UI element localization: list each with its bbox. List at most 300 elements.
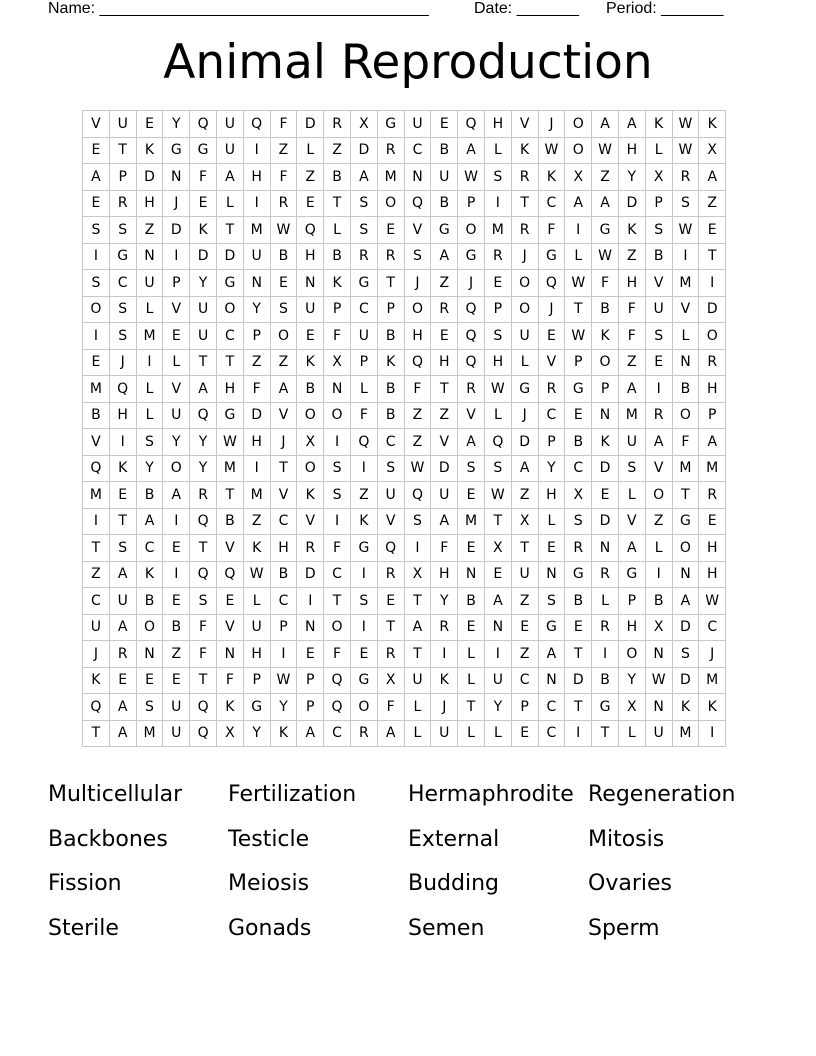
grid-letter-cell[interactable]: A: [216, 164, 243, 191]
grid-letter-cell[interactable]: A: [431, 243, 458, 270]
grid-letter-cell[interactable]: H: [404, 323, 431, 350]
grid-letter-cell[interactable]: T: [458, 694, 485, 721]
grid-letter-cell[interactable]: Y: [163, 429, 190, 456]
grid-letter-cell[interactable]: U: [243, 243, 270, 270]
grid-letter-cell[interactable]: Y: [431, 588, 458, 615]
grid-letter-cell[interactable]: U: [83, 614, 110, 641]
grid-letter-cell[interactable]: Z: [431, 270, 458, 297]
grid-letter-cell[interactable]: A: [109, 720, 136, 747]
grid-letter-cell[interactable]: N: [297, 614, 324, 641]
grid-letter-cell[interactable]: O: [297, 455, 324, 482]
grid-letter-cell[interactable]: I: [645, 376, 672, 403]
grid-letter-cell[interactable]: Y: [243, 296, 270, 323]
grid-letter-cell[interactable]: C: [270, 588, 297, 615]
grid-letter-cell[interactable]: A: [109, 561, 136, 588]
grid-letter-cell[interactable]: C: [538, 190, 565, 217]
grid-letter-cell[interactable]: I: [163, 508, 190, 535]
grid-letter-cell[interactable]: K: [538, 164, 565, 191]
grid-letter-cell[interactable]: F: [190, 164, 217, 191]
grid-letter-cell[interactable]: Z: [136, 217, 163, 244]
grid-letter-cell[interactable]: C: [699, 614, 726, 641]
grid-letter-cell[interactable]: K: [136, 561, 163, 588]
grid-letter-cell[interactable]: S: [538, 588, 565, 615]
grid-letter-cell[interactable]: K: [672, 694, 699, 721]
grid-letter-cell[interactable]: Y: [538, 455, 565, 482]
grid-letter-cell[interactable]: G: [216, 402, 243, 429]
grid-letter-cell[interactable]: G: [592, 217, 619, 244]
grid-letter-cell[interactable]: E: [538, 535, 565, 562]
grid-letter-cell[interactable]: W: [484, 482, 511, 509]
grid-letter-cell[interactable]: K: [297, 482, 324, 509]
grid-letter-cell[interactable]: R: [699, 482, 726, 509]
grid-letter-cell[interactable]: I: [350, 455, 377, 482]
grid-letter-cell[interactable]: W: [484, 376, 511, 403]
grid-letter-cell[interactable]: K: [270, 720, 297, 747]
grid-letter-cell[interactable]: Q: [190, 402, 217, 429]
grid-letter-cell[interactable]: U: [216, 111, 243, 138]
grid-letter-cell[interactable]: A: [699, 164, 726, 191]
grid-letter-cell[interactable]: M: [618, 402, 645, 429]
grid-letter-cell[interactable]: A: [592, 190, 619, 217]
grid-letter-cell[interactable]: G: [350, 667, 377, 694]
grid-letter-cell[interactable]: L: [672, 323, 699, 350]
grid-letter-cell[interactable]: R: [350, 720, 377, 747]
grid-letter-cell[interactable]: E: [565, 402, 592, 429]
grid-letter-cell[interactable]: J: [431, 694, 458, 721]
grid-letter-cell[interactable]: G: [350, 535, 377, 562]
grid-letter-cell[interactable]: G: [565, 376, 592, 403]
grid-letter-cell[interactable]: S: [350, 588, 377, 615]
grid-letter-cell[interactable]: A: [190, 376, 217, 403]
grid-letter-cell[interactable]: W: [672, 217, 699, 244]
grid-letter-cell[interactable]: G: [243, 694, 270, 721]
grid-letter-cell[interactable]: E: [350, 641, 377, 668]
grid-letter-cell[interactable]: T: [511, 190, 538, 217]
grid-letter-cell[interactable]: O: [645, 482, 672, 509]
grid-letter-cell[interactable]: C: [136, 535, 163, 562]
grid-letter-cell[interactable]: U: [404, 667, 431, 694]
grid-letter-cell[interactable]: S: [458, 455, 485, 482]
grid-letter-cell[interactable]: I: [324, 429, 351, 456]
grid-letter-cell[interactable]: E: [484, 270, 511, 297]
grid-letter-cell[interactable]: R: [565, 535, 592, 562]
grid-letter-cell[interactable]: I: [270, 641, 297, 668]
grid-letter-cell[interactable]: P: [163, 270, 190, 297]
grid-letter-cell[interactable]: L: [458, 720, 485, 747]
grid-letter-cell[interactable]: B: [672, 376, 699, 403]
grid-letter-cell[interactable]: M: [458, 508, 485, 535]
grid-letter-cell[interactable]: A: [297, 720, 324, 747]
grid-letter-cell[interactable]: B: [431, 190, 458, 217]
grid-letter-cell[interactable]: C: [377, 429, 404, 456]
grid-letter-cell[interactable]: T: [190, 349, 217, 376]
grid-letter-cell[interactable]: V: [538, 349, 565, 376]
grid-letter-cell[interactable]: I: [672, 243, 699, 270]
grid-letter-cell[interactable]: Z: [350, 482, 377, 509]
grid-letter-cell[interactable]: J: [83, 641, 110, 668]
grid-letter-cell[interactable]: G: [672, 508, 699, 535]
grid-letter-cell[interactable]: O: [565, 137, 592, 164]
grid-letter-cell[interactable]: I: [484, 190, 511, 217]
grid-letter-cell[interactable]: M: [672, 455, 699, 482]
grid-letter-cell[interactable]: J: [163, 190, 190, 217]
grid-letter-cell[interactable]: I: [324, 508, 351, 535]
grid-letter-cell[interactable]: T: [109, 137, 136, 164]
grid-letter-cell[interactable]: O: [83, 296, 110, 323]
grid-letter-cell[interactable]: W: [672, 137, 699, 164]
grid-letter-cell[interactable]: J: [109, 349, 136, 376]
grid-letter-cell[interactable]: B: [270, 243, 297, 270]
grid-letter-cell[interactable]: F: [404, 376, 431, 403]
grid-letter-cell[interactable]: D: [565, 667, 592, 694]
grid-letter-cell[interactable]: B: [324, 164, 351, 191]
grid-letter-cell[interactable]: Z: [618, 349, 645, 376]
grid-letter-cell[interactable]: T: [377, 614, 404, 641]
grid-letter-cell[interactable]: U: [136, 270, 163, 297]
grid-letter-cell[interactable]: X: [565, 482, 592, 509]
grid-letter-cell[interactable]: S: [270, 296, 297, 323]
grid-letter-cell[interactable]: M: [136, 323, 163, 350]
grid-letter-cell[interactable]: G: [377, 111, 404, 138]
grid-letter-cell[interactable]: O: [216, 296, 243, 323]
grid-letter-cell[interactable]: A: [538, 641, 565, 668]
grid-letter-cell[interactable]: H: [484, 349, 511, 376]
grid-letter-cell[interactable]: I: [163, 243, 190, 270]
grid-letter-cell[interactable]: P: [645, 190, 672, 217]
grid-letter-cell[interactable]: E: [216, 588, 243, 615]
grid-letter-cell[interactable]: R: [109, 190, 136, 217]
grid-letter-cell[interactable]: U: [297, 296, 324, 323]
grid-letter-cell[interactable]: A: [672, 588, 699, 615]
grid-letter-cell[interactable]: H: [431, 561, 458, 588]
grid-letter-cell[interactable]: P: [484, 296, 511, 323]
grid-letter-cell[interactable]: T: [83, 720, 110, 747]
grid-letter-cell[interactable]: I: [404, 535, 431, 562]
grid-letter-cell[interactable]: Z: [404, 402, 431, 429]
grid-letter-cell[interactable]: T: [404, 641, 431, 668]
grid-letter-cell[interactable]: Q: [83, 455, 110, 482]
grid-letter-cell[interactable]: H: [699, 376, 726, 403]
grid-letter-cell[interactable]: K: [592, 429, 619, 456]
grid-letter-cell[interactable]: A: [592, 111, 619, 138]
grid-letter-cell[interactable]: W: [270, 667, 297, 694]
grid-letter-cell[interactable]: A: [431, 508, 458, 535]
grid-letter-cell[interactable]: W: [645, 667, 672, 694]
grid-letter-cell[interactable]: U: [216, 137, 243, 164]
grid-letter-cell[interactable]: T: [565, 641, 592, 668]
grid-letter-cell[interactable]: F: [270, 111, 297, 138]
grid-letter-cell[interactable]: R: [511, 217, 538, 244]
grid-letter-cell[interactable]: K: [243, 535, 270, 562]
grid-letter-cell[interactable]: S: [618, 455, 645, 482]
grid-letter-cell[interactable]: V: [216, 535, 243, 562]
grid-letter-cell[interactable]: J: [699, 641, 726, 668]
grid-letter-cell[interactable]: G: [618, 561, 645, 588]
grid-letter-cell[interactable]: H: [484, 111, 511, 138]
grid-letter-cell[interactable]: B: [377, 376, 404, 403]
grid-letter-cell[interactable]: Y: [190, 455, 217, 482]
grid-letter-cell[interactable]: Z: [243, 349, 270, 376]
grid-letter-cell[interactable]: E: [431, 323, 458, 350]
grid-letter-cell[interactable]: L: [484, 720, 511, 747]
grid-letter-cell[interactable]: M: [243, 482, 270, 509]
grid-letter-cell[interactable]: L: [645, 535, 672, 562]
grid-letter-cell[interactable]: A: [565, 190, 592, 217]
grid-letter-cell[interactable]: E: [458, 535, 485, 562]
grid-letter-cell[interactable]: U: [511, 323, 538, 350]
grid-letter-cell[interactable]: E: [538, 323, 565, 350]
grid-letter-cell[interactable]: Q: [538, 270, 565, 297]
grid-letter-cell[interactable]: V: [618, 508, 645, 535]
grid-letter-cell[interactable]: H: [270, 535, 297, 562]
grid-letter-cell[interactable]: E: [297, 323, 324, 350]
grid-letter-cell[interactable]: B: [592, 296, 619, 323]
grid-letter-cell[interactable]: G: [350, 270, 377, 297]
grid-letter-cell[interactable]: T: [109, 508, 136, 535]
grid-letter-cell[interactable]: R: [592, 614, 619, 641]
grid-letter-cell[interactable]: T: [431, 376, 458, 403]
grid-letter-cell[interactable]: K: [592, 323, 619, 350]
grid-letter-cell[interactable]: H: [243, 641, 270, 668]
grid-letter-cell[interactable]: S: [109, 296, 136, 323]
grid-letter-cell[interactable]: B: [431, 137, 458, 164]
grid-letter-cell[interactable]: R: [431, 614, 458, 641]
grid-letter-cell[interactable]: Q: [458, 111, 485, 138]
grid-letter-cell[interactable]: Q: [404, 349, 431, 376]
grid-letter-cell[interactable]: F: [431, 535, 458, 562]
grid-letter-cell[interactable]: B: [136, 588, 163, 615]
grid-letter-cell[interactable]: K: [190, 217, 217, 244]
grid-letter-cell[interactable]: D: [592, 508, 619, 535]
grid-letter-cell[interactable]: I: [645, 561, 672, 588]
grid-letter-cell[interactable]: J: [404, 270, 431, 297]
grid-letter-cell[interactable]: K: [83, 667, 110, 694]
grid-letter-cell[interactable]: Y: [270, 694, 297, 721]
grid-letter-cell[interactable]: I: [431, 641, 458, 668]
grid-letter-cell[interactable]: S: [109, 217, 136, 244]
grid-letter-cell[interactable]: V: [163, 376, 190, 403]
grid-letter-cell[interactable]: F: [377, 694, 404, 721]
grid-letter-cell[interactable]: R: [538, 376, 565, 403]
grid-letter-cell[interactable]: B: [565, 588, 592, 615]
grid-letter-cell[interactable]: U: [377, 482, 404, 509]
grid-letter-cell[interactable]: L: [216, 190, 243, 217]
grid-letter-cell[interactable]: I: [83, 243, 110, 270]
grid-letter-cell[interactable]: O: [163, 455, 190, 482]
grid-letter-cell[interactable]: G: [163, 137, 190, 164]
grid-letter-cell[interactable]: K: [511, 137, 538, 164]
grid-letter-cell[interactable]: M: [484, 217, 511, 244]
grid-letter-cell[interactable]: E: [645, 349, 672, 376]
period-field[interactable]: Period: _______: [606, 0, 724, 17]
grid-letter-cell[interactable]: N: [672, 349, 699, 376]
grid-letter-cell[interactable]: F: [672, 429, 699, 456]
grid-letter-cell[interactable]: X: [324, 349, 351, 376]
grid-letter-cell[interactable]: U: [243, 614, 270, 641]
grid-letter-cell[interactable]: V: [458, 402, 485, 429]
grid-letter-cell[interactable]: I: [243, 137, 270, 164]
grid-letter-cell[interactable]: R: [297, 535, 324, 562]
grid-letter-cell[interactable]: W: [270, 217, 297, 244]
grid-letter-cell[interactable]: S: [83, 270, 110, 297]
grid-letter-cell[interactable]: U: [163, 694, 190, 721]
grid-letter-cell[interactable]: A: [618, 535, 645, 562]
grid-letter-cell[interactable]: Y: [190, 429, 217, 456]
grid-letter-cell[interactable]: I: [297, 588, 324, 615]
grid-letter-cell[interactable]: W: [672, 111, 699, 138]
grid-letter-cell[interactable]: W: [538, 137, 565, 164]
grid-letter-cell[interactable]: K: [136, 137, 163, 164]
grid-letter-cell[interactable]: Z: [511, 641, 538, 668]
grid-letter-cell[interactable]: D: [297, 561, 324, 588]
grid-letter-cell[interactable]: F: [618, 323, 645, 350]
grid-letter-cell[interactable]: M: [216, 455, 243, 482]
grid-letter-cell[interactable]: T: [592, 720, 619, 747]
grid-letter-cell[interactable]: E: [83, 190, 110, 217]
grid-letter-cell[interactable]: E: [458, 614, 485, 641]
grid-letter-cell[interactable]: S: [190, 588, 217, 615]
grid-letter-cell[interactable]: H: [699, 561, 726, 588]
grid-letter-cell[interactable]: F: [190, 614, 217, 641]
grid-letter-cell[interactable]: U: [109, 111, 136, 138]
grid-letter-cell[interactable]: Q: [243, 111, 270, 138]
grid-letter-cell[interactable]: R: [511, 164, 538, 191]
grid-letter-cell[interactable]: T: [565, 296, 592, 323]
grid-letter-cell[interactable]: B: [458, 588, 485, 615]
grid-letter-cell[interactable]: Q: [83, 694, 110, 721]
grid-letter-cell[interactable]: Z: [163, 641, 190, 668]
grid-letter-cell[interactable]: K: [350, 508, 377, 535]
grid-letter-cell[interactable]: A: [511, 455, 538, 482]
grid-letter-cell[interactable]: D: [672, 667, 699, 694]
grid-letter-cell[interactable]: C: [565, 455, 592, 482]
grid-letter-cell[interactable]: P: [324, 296, 351, 323]
grid-letter-cell[interactable]: N: [297, 270, 324, 297]
grid-letter-cell[interactable]: Z: [404, 429, 431, 456]
grid-letter-cell[interactable]: E: [565, 614, 592, 641]
grid-letter-cell[interactable]: B: [136, 482, 163, 509]
grid-letter-cell[interactable]: V: [270, 482, 297, 509]
grid-letter-cell[interactable]: T: [216, 217, 243, 244]
grid-letter-cell[interactable]: M: [136, 720, 163, 747]
grid-letter-cell[interactable]: B: [270, 561, 297, 588]
grid-letter-cell[interactable]: W: [592, 243, 619, 270]
grid-letter-cell[interactable]: P: [243, 323, 270, 350]
grid-letter-cell[interactable]: V: [270, 402, 297, 429]
grid-letter-cell[interactable]: V: [645, 455, 672, 482]
grid-letter-cell[interactable]: Y: [190, 270, 217, 297]
grid-letter-cell[interactable]: K: [618, 217, 645, 244]
grid-letter-cell[interactable]: P: [618, 588, 645, 615]
grid-letter-cell[interactable]: M: [699, 667, 726, 694]
grid-letter-cell[interactable]: N: [216, 641, 243, 668]
grid-letter-cell[interactable]: R: [672, 164, 699, 191]
grid-letter-cell[interactable]: Q: [109, 376, 136, 403]
grid-letter-cell[interactable]: G: [216, 270, 243, 297]
grid-letter-cell[interactable]: Q: [458, 296, 485, 323]
grid-letter-cell[interactable]: J: [458, 270, 485, 297]
grid-letter-cell[interactable]: Q: [190, 561, 217, 588]
grid-letter-cell[interactable]: D: [243, 402, 270, 429]
grid-letter-cell[interactable]: U: [404, 111, 431, 138]
grid-letter-cell[interactable]: D: [511, 429, 538, 456]
grid-letter-cell[interactable]: R: [484, 243, 511, 270]
grid-letter-cell[interactable]: K: [699, 111, 726, 138]
grid-letter-cell[interactable]: V: [297, 508, 324, 535]
grid-letter-cell[interactable]: R: [377, 561, 404, 588]
grid-letter-cell[interactable]: O: [672, 535, 699, 562]
grid-letter-cell[interactable]: C: [324, 561, 351, 588]
grid-letter-cell[interactable]: W: [404, 455, 431, 482]
grid-letter-cell[interactable]: E: [163, 667, 190, 694]
grid-letter-cell[interactable]: V: [163, 296, 190, 323]
grid-letter-cell[interactable]: E: [511, 614, 538, 641]
grid-letter-cell[interactable]: T: [270, 455, 297, 482]
grid-letter-cell[interactable]: V: [404, 217, 431, 244]
grid-letter-cell[interactable]: X: [618, 694, 645, 721]
grid-letter-cell[interactable]: C: [270, 508, 297, 535]
grid-letter-cell[interactable]: U: [350, 323, 377, 350]
grid-letter-cell[interactable]: I: [83, 323, 110, 350]
grid-letter-cell[interactable]: M: [672, 720, 699, 747]
grid-letter-cell[interactable]: C: [538, 402, 565, 429]
grid-letter-cell[interactable]: Q: [484, 429, 511, 456]
grid-letter-cell[interactable]: V: [511, 111, 538, 138]
grid-letter-cell[interactable]: S: [484, 323, 511, 350]
grid-letter-cell[interactable]: N: [163, 164, 190, 191]
grid-letter-cell[interactable]: Z: [270, 137, 297, 164]
grid-letter-cell[interactable]: F: [350, 402, 377, 429]
grid-letter-cell[interactable]: D: [592, 455, 619, 482]
grid-letter-cell[interactable]: Q: [190, 694, 217, 721]
grid-letter-cell[interactable]: W: [458, 164, 485, 191]
grid-letter-cell[interactable]: C: [538, 720, 565, 747]
grid-letter-cell[interactable]: A: [404, 614, 431, 641]
grid-letter-cell[interactable]: G: [431, 217, 458, 244]
grid-letter-cell[interactable]: X: [645, 164, 672, 191]
grid-letter-cell[interactable]: P: [511, 694, 538, 721]
grid-letter-cell[interactable]: S: [109, 323, 136, 350]
grid-letter-cell[interactable]: E: [83, 137, 110, 164]
grid-letter-cell[interactable]: E: [163, 535, 190, 562]
grid-letter-cell[interactable]: Q: [324, 667, 351, 694]
grid-letter-cell[interactable]: D: [699, 296, 726, 323]
grid-letter-cell[interactable]: W: [216, 429, 243, 456]
grid-letter-cell[interactable]: H: [109, 402, 136, 429]
grid-letter-cell[interactable]: X: [297, 429, 324, 456]
grid-letter-cell[interactable]: E: [136, 667, 163, 694]
grid-letter-cell[interactable]: X: [645, 614, 672, 641]
grid-letter-cell[interactable]: F: [216, 667, 243, 694]
grid-letter-cell[interactable]: L: [565, 243, 592, 270]
grid-letter-cell[interactable]: D: [216, 243, 243, 270]
grid-letter-cell[interactable]: E: [163, 323, 190, 350]
grid-letter-cell[interactable]: E: [109, 482, 136, 509]
grid-letter-cell[interactable]: D: [163, 217, 190, 244]
grid-letter-cell[interactable]: O: [511, 270, 538, 297]
grid-letter-cell[interactable]: U: [431, 720, 458, 747]
grid-letter-cell[interactable]: K: [324, 270, 351, 297]
grid-letter-cell[interactable]: U: [618, 429, 645, 456]
grid-letter-cell[interactable]: H: [618, 270, 645, 297]
grid-letter-cell[interactable]: L: [538, 508, 565, 535]
grid-letter-cell[interactable]: R: [699, 349, 726, 376]
grid-letter-cell[interactable]: S: [484, 164, 511, 191]
grid-letter-cell[interactable]: T: [190, 667, 217, 694]
grid-letter-cell[interactable]: L: [618, 482, 645, 509]
grid-letter-cell[interactable]: E: [699, 508, 726, 535]
grid-letter-cell[interactable]: H: [618, 137, 645, 164]
